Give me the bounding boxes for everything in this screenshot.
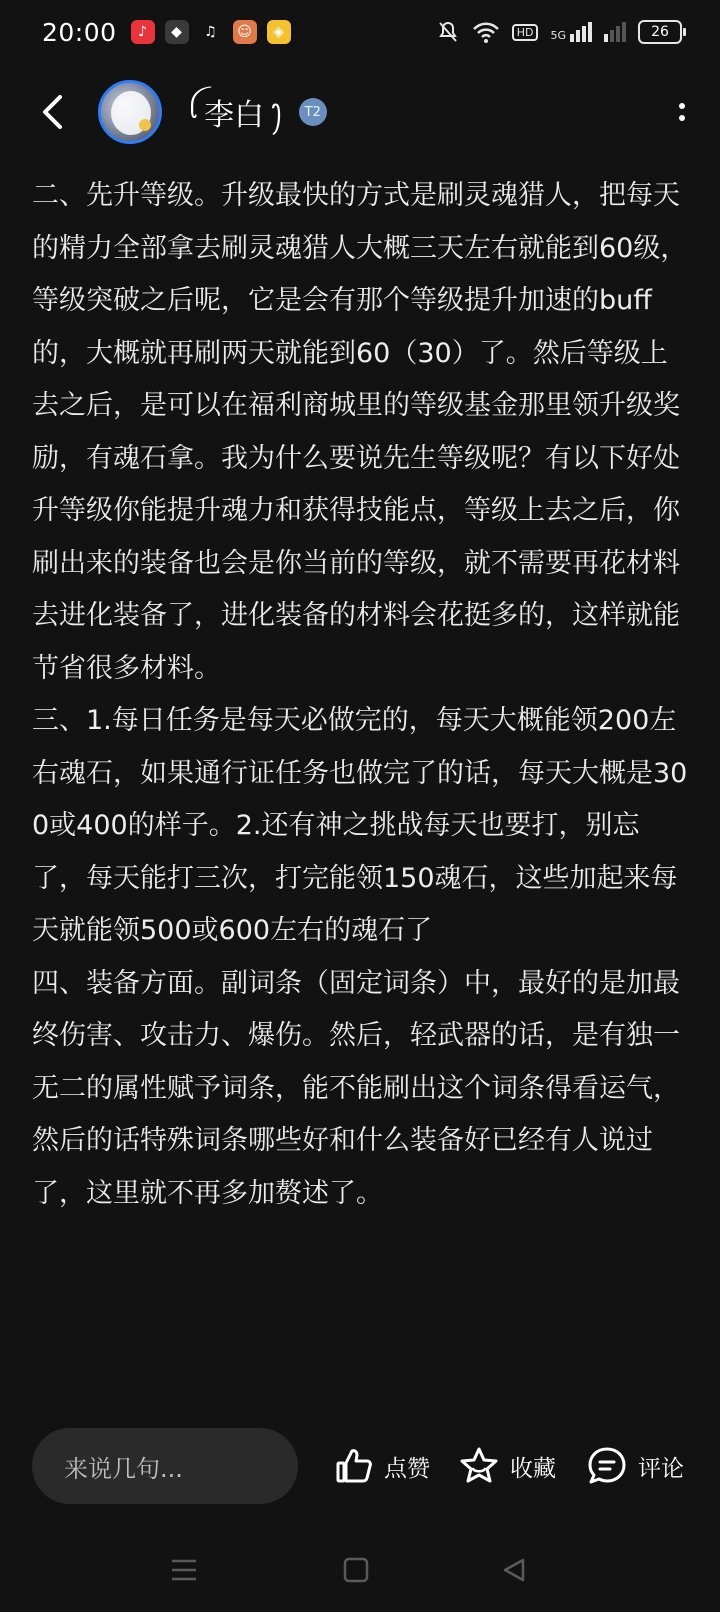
tiktok-icon: ♫ (199, 20, 223, 44)
notification-icons (131, 20, 291, 44)
system-nav-bar (0, 1540, 720, 1600)
network-label: 5G (550, 29, 566, 42)
more-dot-icon (679, 115, 685, 121)
coupon-app-icon: ◈ (267, 20, 291, 44)
post-paragraph: 四、装备方面。副词条（固定词条）中，最好的是加最终伤害、攻击力、爆伤。然后，轻武器的话，是有独一无二的属性赋予词条，能不能刷出这个词条得看运气，然后的话特殊词条哪些好和什么装备好已经有人说过了，这里就不再多加赘述了。 (32, 967, 680, 1209)
action-bar (0, 1428, 720, 1508)
comment-button[interactable] (586, 1438, 684, 1494)
status-right (436, 20, 682, 44)
name-ornament-right: ꫂ (270, 95, 283, 125)
hd-badge: HD (512, 24, 539, 41)
favorite-label: 收藏 (510, 1455, 556, 1482)
post-paragraph: 二、先升等级。升级最快的方式是刷灵魂猎人，把每天的精力全部拿去刷灵魂猎人大概三天左右就能到60级，等级突破之后呢，它是会有那个等级提升加速的buff的，大概就再刷两天就能到60（30）了。然后等级上去之后，是可以在福利商城里的等级基金那里领升级奖励，有魂石拿。我为什么要说先生等级呢？有以下好处 (32, 180, 688, 474)
network-5g-signal-icon (550, 22, 592, 42)
mute-bell-icon (436, 20, 460, 44)
comment-input[interactable] (32, 1428, 298, 1504)
signal-weak-icon (604, 22, 626, 42)
post-paragraph: 三、1.每日任务是每天必做完的，每天大概能领200左右魂石，如果通行证任务也做完了的话，每天大概是300或400的样子。2.还有神之挑战每天也要打，别忘了，每天能打三次，打完能领150魂石，这些加起来每天就能领500或600左右的魂石了 (32, 705, 688, 946)
battery-icon (638, 20, 682, 44)
more-dot-icon (679, 103, 685, 109)
star-icon (458, 1445, 500, 1487)
wifi-icon (472, 20, 500, 44)
nav-back-button[interactable] (484, 1540, 544, 1600)
more-options-button[interactable] (672, 92, 692, 132)
status-time: 20:00 (42, 17, 117, 47)
avatar-app-icon: ☺ (233, 20, 257, 44)
level-badge: T2 (299, 98, 327, 126)
post-content (32, 170, 688, 1220)
game-app-icon: ◆ (165, 20, 189, 44)
thumbs-up-icon (334, 1446, 374, 1486)
avatar[interactable] (98, 80, 162, 144)
author-name[interactable] (188, 85, 327, 139)
home-square-icon (343, 1557, 369, 1583)
comment-label: 评论 (638, 1455, 684, 1482)
nav-home-button[interactable] (326, 1540, 386, 1600)
like-button[interactable] (334, 1438, 430, 1494)
chevron-left-icon (40, 94, 64, 130)
comment-bubble-icon (586, 1445, 628, 1487)
back-button[interactable] (30, 90, 74, 134)
post-paragraph: 升等级你能提升魂力和获得技能点，等级上去之后，你刷出来的装备也会是你当前的等级，就不需要再花材料去进化装备了，进化装备的材料会花挺多的，这样就能节省很多材料。 (32, 495, 680, 684)
favorite-button[interactable] (458, 1438, 556, 1494)
status-bar (0, 0, 720, 64)
menu-icon (171, 1559, 197, 1581)
battery-level: 26 (651, 24, 669, 40)
post-header (0, 64, 720, 160)
music-app-icon: ♪ (131, 20, 155, 44)
author-name-text: 李白 (204, 98, 265, 133)
name-ornament-left: ꪶ (188, 95, 199, 125)
nav-menu-button[interactable] (154, 1540, 214, 1600)
like-label: 点赞 (384, 1455, 430, 1482)
back-triangle-icon (501, 1557, 527, 1583)
comment-placeholder: 来说几句... (64, 1454, 183, 1483)
